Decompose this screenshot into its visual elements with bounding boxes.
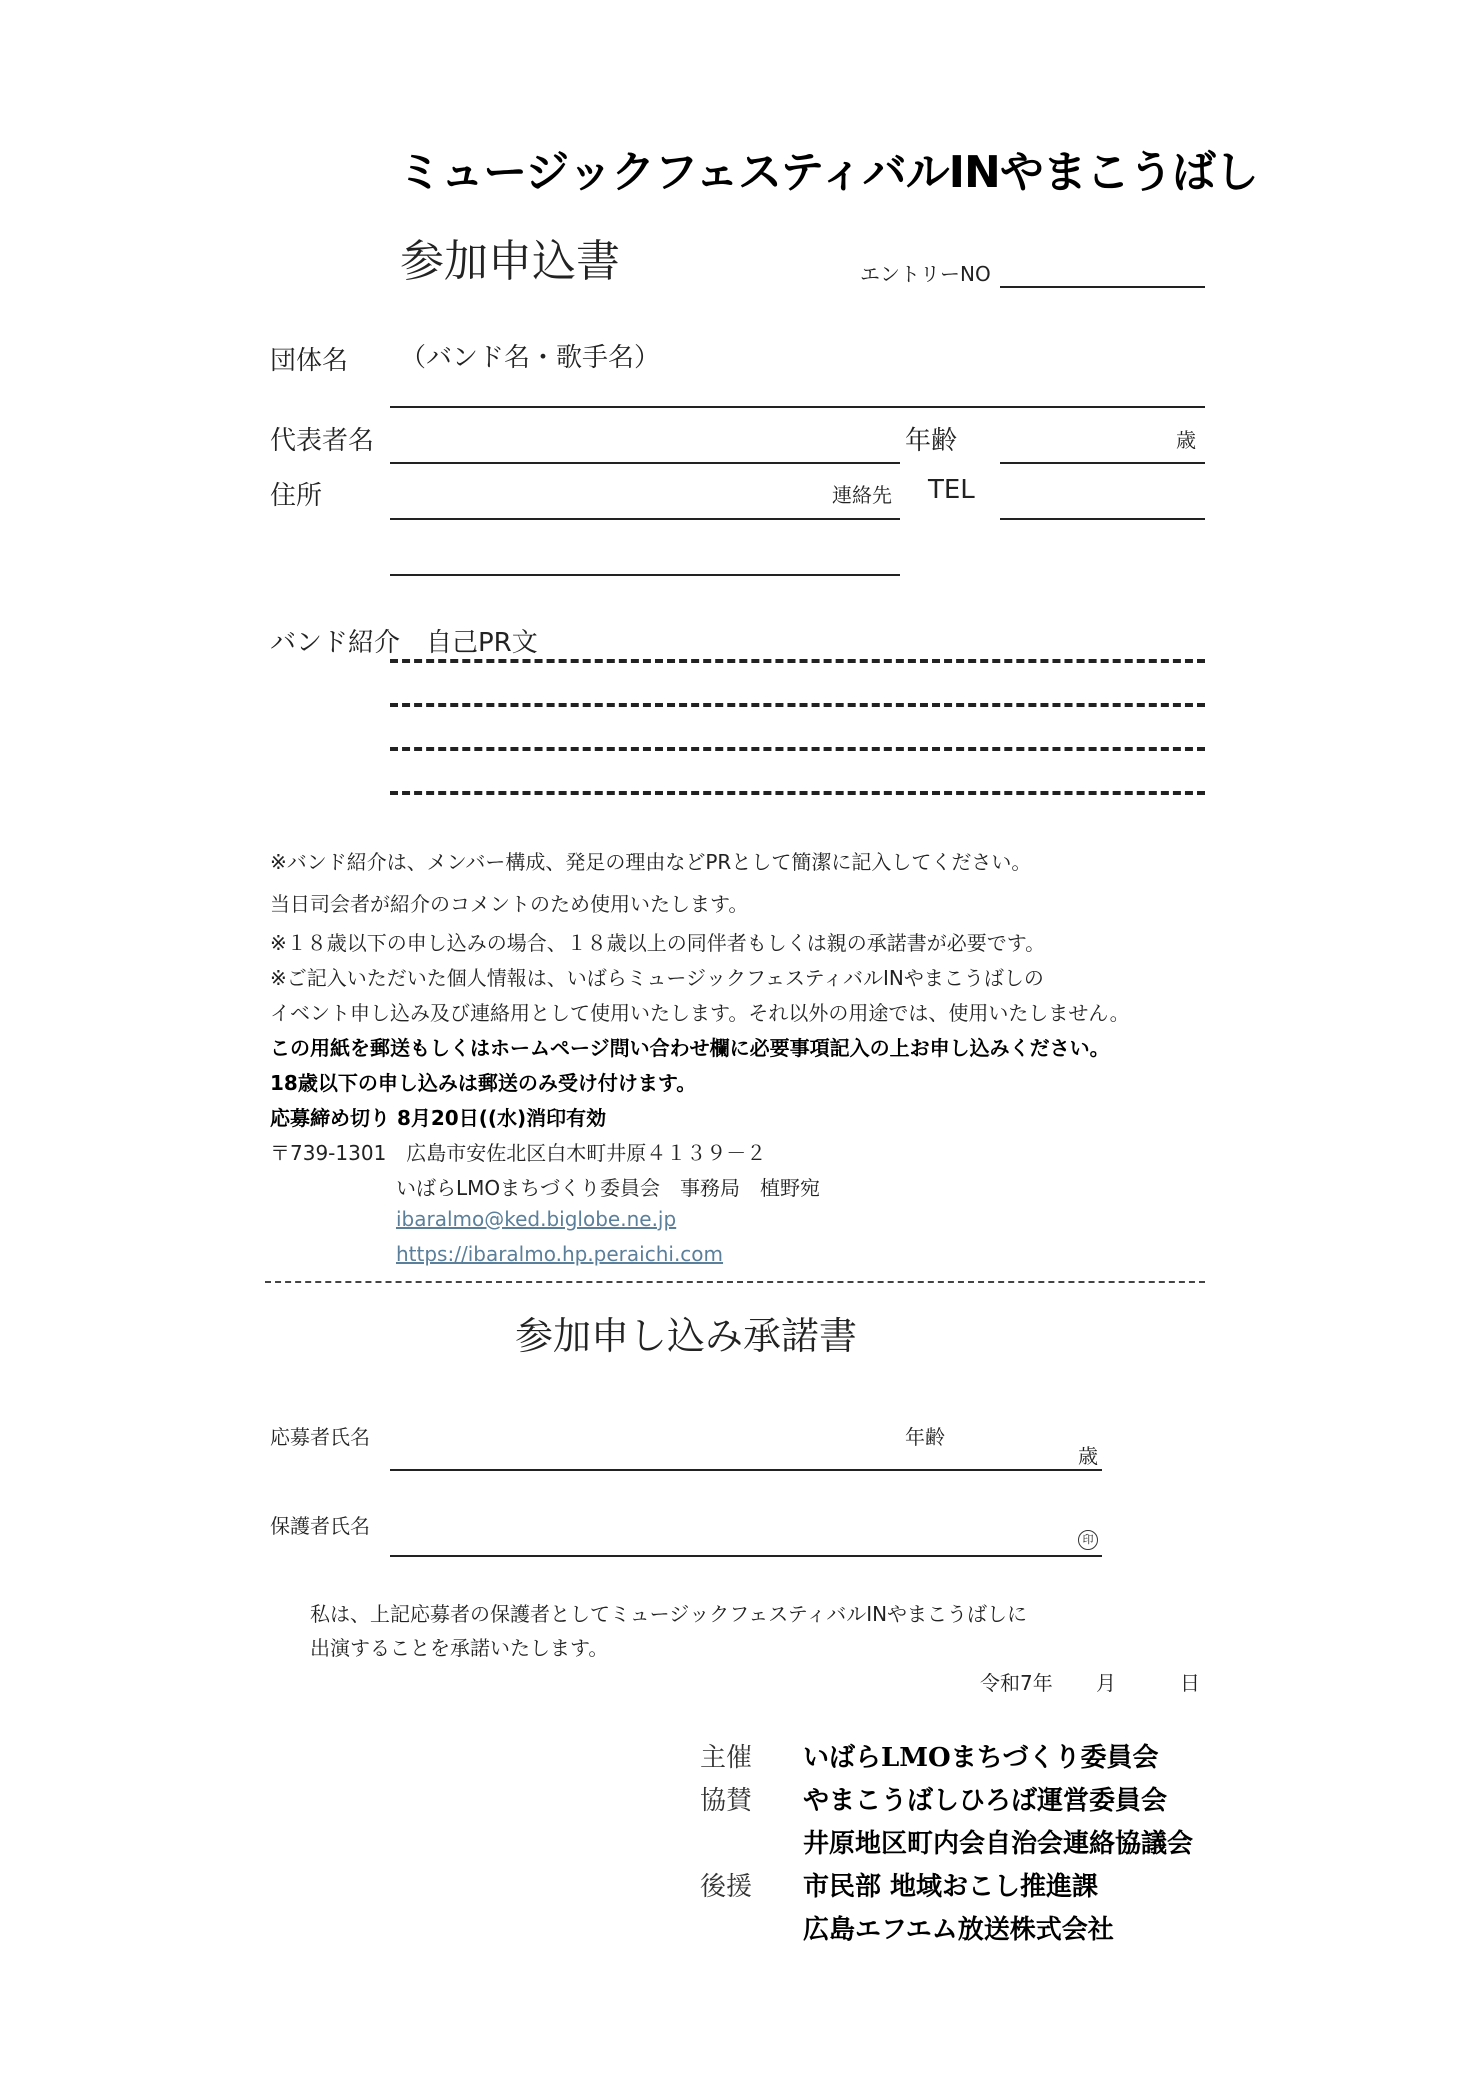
backing-label: 後援 [700,1872,753,1902]
page-title: ミュージックフェスティバルINやまこうばし [398,147,1258,198]
office-name: いばらLMOまちづくり委員会 事務局 植野宛 [396,1176,820,1200]
host-name: いばらLMOまちづくり委員会 [803,1743,1159,1773]
support-name-2: 井原地区町内会自治会連絡協議会 [803,1829,1194,1859]
consent-title: 参加申し込み承諾書 [515,1314,858,1358]
band-intro-line-2[interactable] [390,703,1205,707]
entry-no-label: エントリーNO [860,262,991,286]
backing-name-1: 市民部 地域おこし推進課 [803,1872,1099,1902]
form-title: 参加申込書 [400,236,620,287]
address-field-2[interactable] [390,574,900,576]
note-deadline: 応募締め切り 8月20日((水)消印有効 [270,1106,607,1130]
group-name-label: 団体名 [270,346,349,376]
postal-address: 〒739-1301 広島市安佐北区白木町井原４１３９－２ [270,1141,767,1165]
representative-label: 代表者名 [270,426,375,456]
host-label: 主催 [700,1743,753,1773]
date-era: 令和7年 [980,1671,1053,1695]
cut-line [265,1281,1205,1283]
age-label: 年齢 [905,426,958,456]
email-link[interactable]: ibaralmo@ked.biglobe.ne.jp [396,1207,677,1231]
note-mc-usage: 当日司会者が紹介のコメントのため使用いたします。 [270,892,749,916]
age-field[interactable] [1000,462,1205,464]
date-day: 日 [1180,1671,1200,1695]
guardian-name-field[interactable] [390,1555,1102,1557]
band-intro-label: バンド紹介 自己PR文 [270,628,538,658]
backing-name-2: 広島エフエム放送株式会社 [803,1915,1114,1945]
consent-age-unit: 歳 [1078,1444,1098,1468]
group-name-hint: （バンド名・歌手名） [400,343,661,373]
tel-field[interactable] [1000,518,1205,520]
guardian-name-label: 保護者氏名 [270,1514,370,1538]
date-month: 月 [1096,1671,1116,1695]
support-label: 協賛 [700,1786,753,1816]
applicant-name-field[interactable] [390,1469,1102,1471]
note-mail-only: 18歳以下の申し込みは郵送のみ受け付けます。 [270,1071,697,1095]
note-band-intro: ※バンド紹介は、メンバー構成、発足の理由などPRとして簡潔に記入してください。 [270,850,1032,874]
group-name-field[interactable] [390,406,1205,408]
band-intro-line-4[interactable] [390,791,1205,795]
note-privacy-2: イベント申し込み及び連絡用として使用いたします。それ以外の用途では、使用いたしません。 [270,1001,1130,1025]
entry-no-field[interactable] [1000,286,1205,288]
contact-label: 連絡先 [832,483,892,507]
support-name-1: やまこうばしひろば運営委員会 [803,1786,1168,1816]
note-submission: この用紙を郵送もしくはホームページ問い合わせ欄に必要事項記入の上お申し込みください。 [270,1036,1110,1060]
applicant-name-label: 応募者氏名 [270,1425,370,1449]
representative-field[interactable] [390,462,900,464]
age-unit: 歳 [1176,428,1196,452]
note-privacy-1: ※ご記入いただいた個人情報は、いばらミュージックフェスティバルINやまこうばしの [270,966,1044,990]
note-under-18: ※１８歳以下の申し込みの場合、１８歳以上の同伴者もしくは親の承諾書が必要です。 [270,931,1046,955]
band-intro-line-3[interactable] [390,747,1205,751]
seal-mark: 印 [1078,1530,1098,1550]
consent-statement-1: 私は、上記応募者の保護者としてミュージックフェスティバルINやまこうばしに [310,1602,1028,1626]
tel-label: TEL [928,475,975,505]
consent-age-label: 年齢 [905,1425,945,1449]
website-link[interactable]: https://ibaralmo.hp.peraichi.com [396,1242,724,1266]
address-field-1[interactable] [390,518,900,520]
consent-statement-2: 出演することを承諾いたします。 [310,1636,609,1660]
band-intro-line-1[interactable] [390,659,1205,663]
address-label: 住所 [270,481,323,511]
